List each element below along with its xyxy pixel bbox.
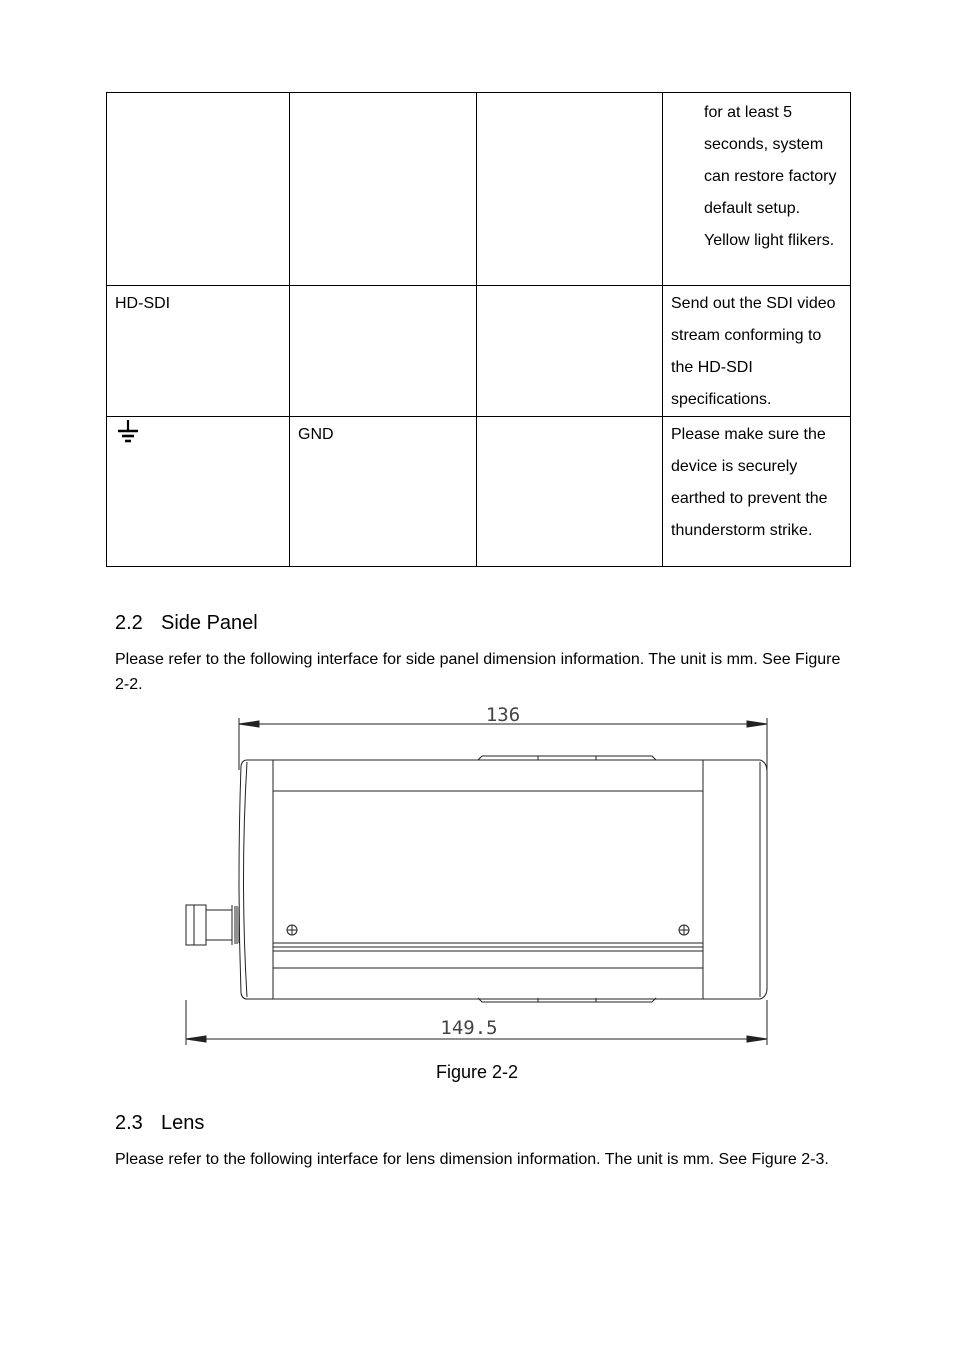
side-panel-drawing <box>180 700 780 1050</box>
section-heading-side-panel <box>115 611 258 635</box>
section-title: Side Panel <box>161 612 258 634</box>
hd-sdi-label: HD-SDI <box>115 295 171 312</box>
table-cell <box>477 93 663 286</box>
table-cell <box>663 417 851 567</box>
table-cell <box>290 93 477 286</box>
table-row <box>107 286 851 417</box>
dimension-label-top: 136 <box>485 704 521 726</box>
table-cell <box>107 286 290 417</box>
section-title: Lens <box>161 1112 205 1134</box>
hd-sdi-description: Send out the SDI video stream conforming to the HD-SDI specifications. <box>671 295 836 408</box>
section-heading-lens <box>115 1111 204 1135</box>
table-cell <box>107 417 290 567</box>
table-cell <box>290 417 477 567</box>
side-panel-description: Please refer to the following interface for side panel dimension information. The unit is mm. See Figure 2-2. <box>115 651 841 693</box>
lens-description: Please refer to the following interface for lens dimension information. The unit is mm. See Figure 2-3. <box>115 1151 829 1168</box>
ground-icon <box>115 417 141 447</box>
reset-description: for at least 5 seconds, system can restore factory default setup. Yellow light flikers. <box>704 104 837 249</box>
section-number: 2.2 <box>115 612 143 634</box>
gnd-description: Please make sure the device is securely earthed to prevent the thunderstorm strike. <box>671 426 828 539</box>
dimension-label-bottom: 149.5 <box>440 1017 498 1039</box>
table-cell <box>107 93 290 286</box>
spec-table <box>106 92 851 567</box>
table-row <box>107 93 851 286</box>
table-cell <box>477 417 663 567</box>
table-cell <box>477 286 663 417</box>
section-number: 2.3 <box>115 1112 143 1134</box>
gnd-label: GND <box>298 426 334 443</box>
figure-caption: Figure 2-2 <box>435 1062 519 1082</box>
table-cell <box>663 286 851 417</box>
table-cell <box>290 286 477 417</box>
table-cell <box>663 93 851 286</box>
table-row <box>107 417 851 567</box>
